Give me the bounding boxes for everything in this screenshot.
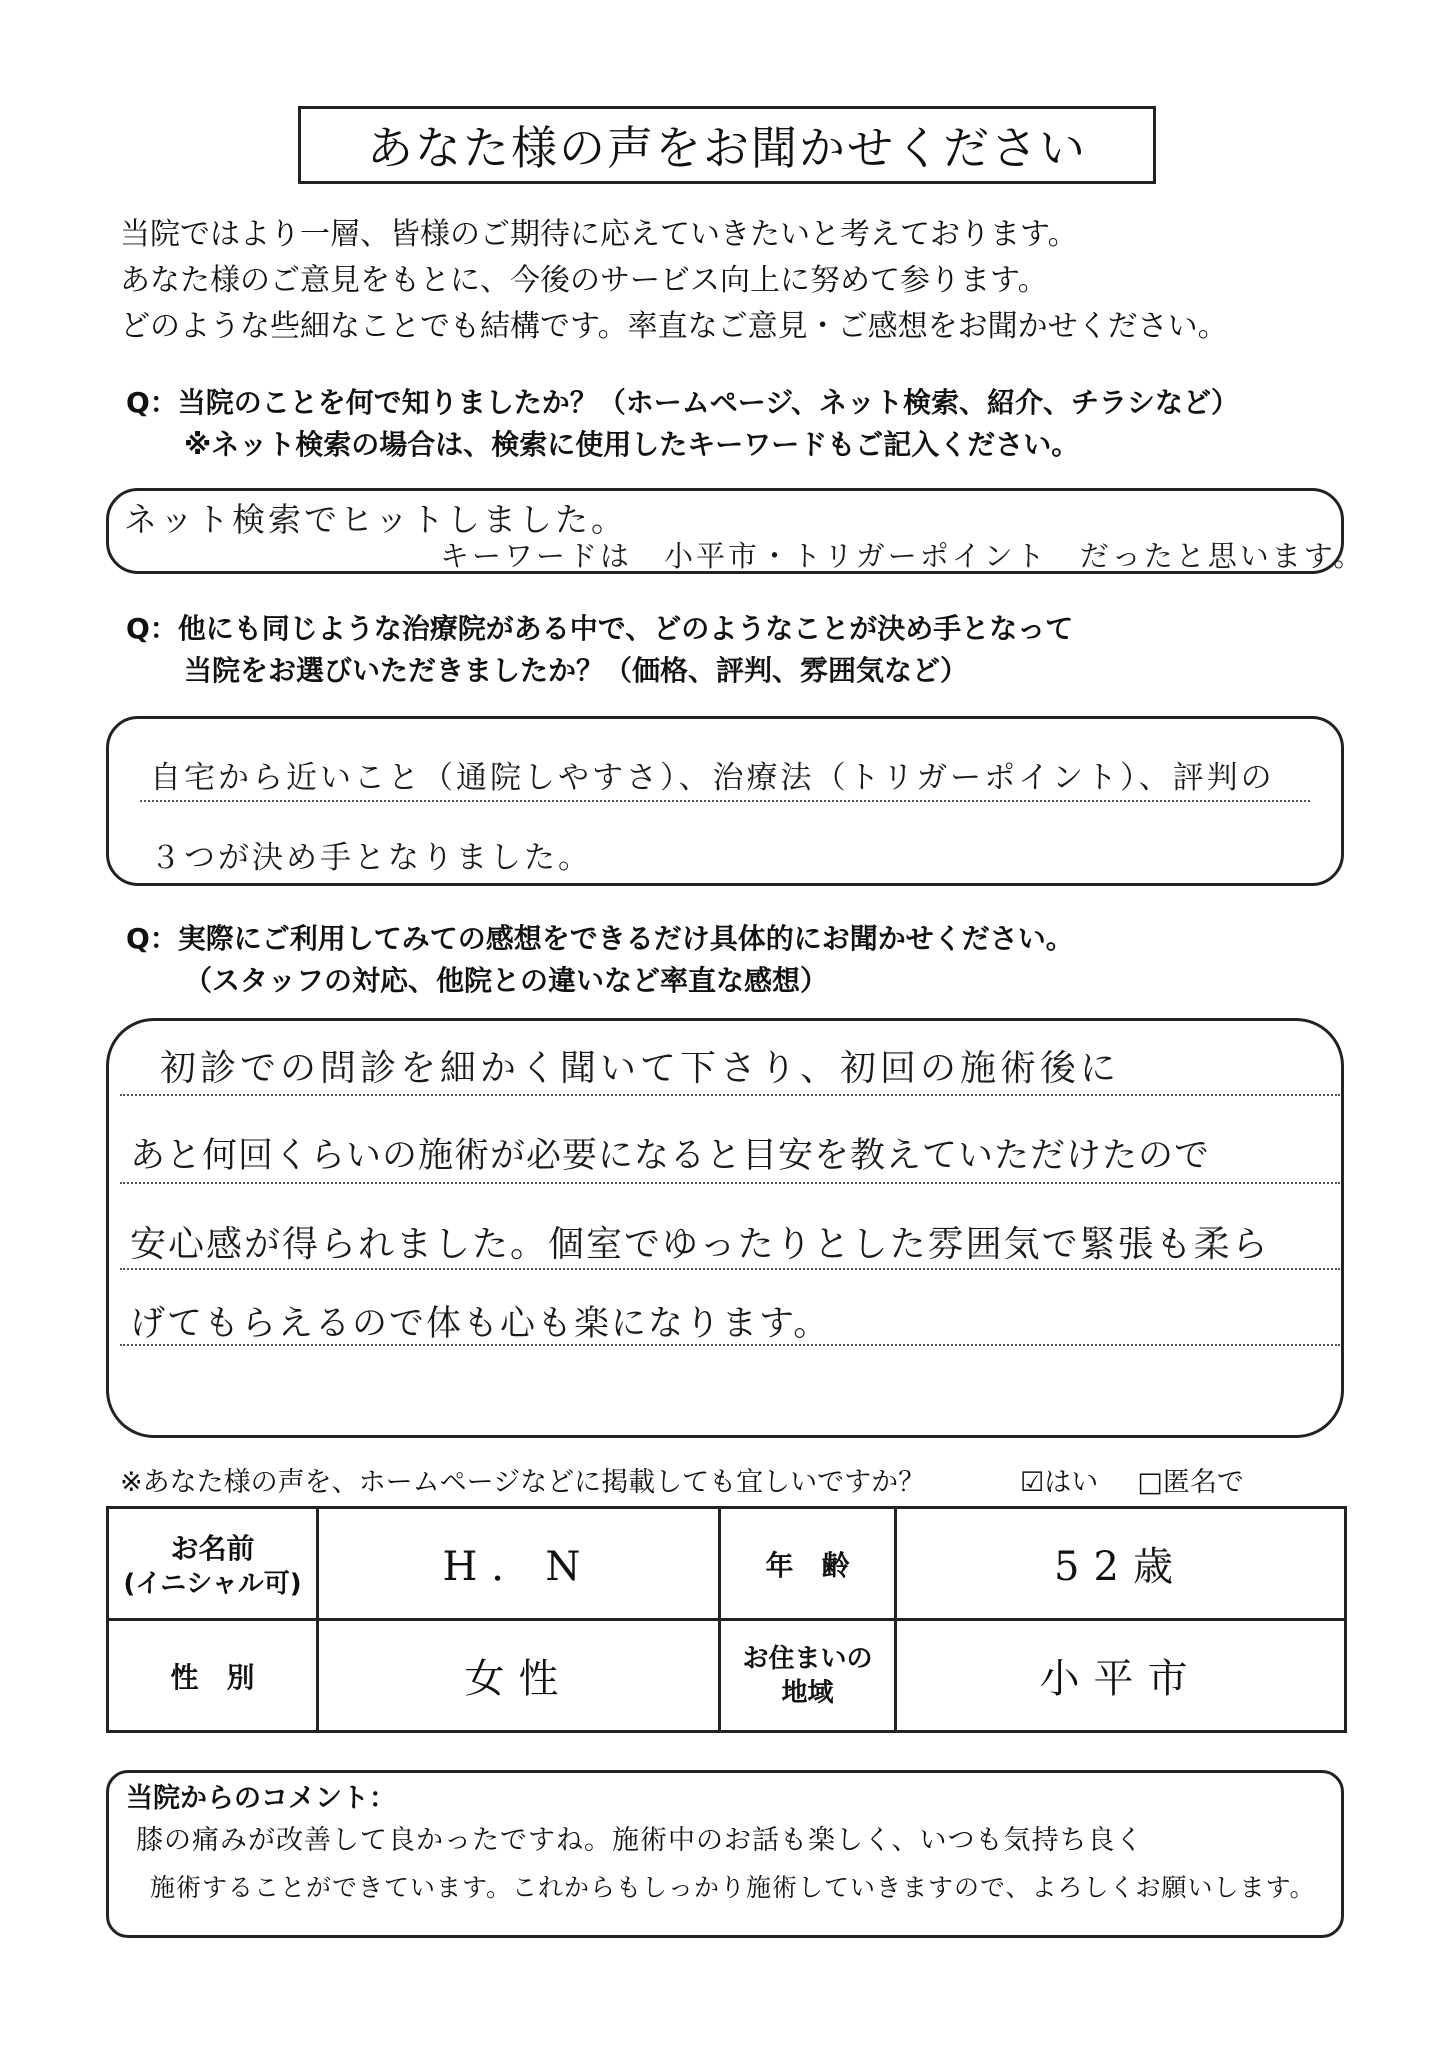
ruled-line (120, 1268, 1340, 1270)
ruled-line (120, 1094, 1340, 1096)
clinic-comment-line: 膝の痛みが改善して良かったですね。施術中のお話も楽しく、いつも気持ち良く (136, 1825, 1144, 1856)
answer-3-line: 初診での問診を細かく聞いて下さり、初回の施術後に (160, 1048, 1121, 1089)
question-3-line: Q：実際にご利用してみての感想をできるだけ具体的にお聞かせください。 (126, 922, 1074, 955)
consent-anonymous-label: 匿名で (1162, 1467, 1244, 1498)
intro-line: あなた様のご意見をもとに、今後のサービス向上に努めて参ります。 (120, 263, 1048, 298)
clinic-comment-line: 施術することができています。これからもしっかり施術していきますので、よろしくお願いします。 (150, 1873, 1316, 1902)
consent-question: ※あなた様の声を、ホームページなどに掲載しても宜しいですか？ (120, 1467, 926, 1498)
answer-1-line: ネット検索でヒットしました。 (124, 500, 628, 539)
age-value: 52歳 (896, 1508, 1346, 1620)
question-3-line: （スタッフの対応、他院との違いなど率直な感想） (184, 964, 829, 997)
area-label-line: お住まいの (742, 1643, 873, 1674)
consent-yes-label: はい (1044, 1467, 1099, 1498)
age-label: 年 齢 (720, 1508, 896, 1620)
area-label (720, 1620, 896, 1732)
publish-consent (120, 1460, 1244, 1499)
consent-anonymous-checkbox[interactable]: □ (1137, 1467, 1163, 1498)
answer-2-line: ３つが決め手となりました。 (150, 840, 592, 876)
name-label-text: お名前 (170, 1531, 255, 1565)
page-title (298, 106, 1156, 184)
name-label (108, 1508, 318, 1620)
question-1-line: Q：当院のことを何で知りましたか？（ホームページ、ネット検索、紹介、チラシなど） (126, 386, 1240, 419)
intro-text (120, 212, 1380, 350)
question-1-line: ※ネット検索の場合は、検索に使用したキーワードもご記入ください。 (184, 428, 1080, 461)
answer-3-line: あと何回くらいの施術が必要になると目安を教えていただけたので (130, 1136, 1211, 1176)
gender-label: 性 別 (108, 1620, 318, 1732)
answer-2-line: 自宅から近いこと（通院しやすさ）、治療法（トリガーポイント）、評判の (150, 760, 1275, 796)
answer-1-line: キーワードは 小平市・トリガーポイント だったと思います。 (440, 539, 1366, 573)
intro-line: 当院ではより一層、皆様のご期待に応えていきたいと考えております。 (120, 217, 1078, 252)
area-label-line: 地域 (781, 1677, 834, 1708)
gender-value: 女性 (318, 1620, 720, 1732)
area-value: 小平市 (896, 1620, 1346, 1732)
name-label-sub: (イニシャル可) (123, 1568, 302, 1599)
intro-line: どのような些細なことでも結構です。率直なご意見・ご感想をお聞かせください。 (120, 309, 1228, 344)
question-3 (126, 918, 1074, 1002)
consent-yes-checkbox[interactable]: ☑ (1020, 1467, 1045, 1498)
name-value: H．N (318, 1508, 720, 1620)
answer-3-line: げてもらえるので体も心も楽になります。 (130, 1304, 831, 1344)
personal-info-table (106, 1506, 1347, 1733)
clinic-comment-title: 当院からのコメント： (126, 1783, 396, 1814)
question-1 (126, 382, 1239, 466)
answer-3-line: 安心感が得られました。個室でゆったりとした雰囲気で緊張も柔ら (130, 1224, 1270, 1265)
question-2-line: Q：他にも同じような治療院がある中で、どのようなことが決め手となって (126, 612, 1074, 645)
page-title-text: あなた様の声をお聞かせください (367, 121, 1087, 175)
question-2 (126, 608, 1073, 692)
ruled-line (120, 1182, 1340, 1184)
question-2-line: 当院をお選びいただきましたか？（価格、評判、雰囲気など） (184, 654, 969, 687)
ruled-line (140, 800, 1310, 802)
